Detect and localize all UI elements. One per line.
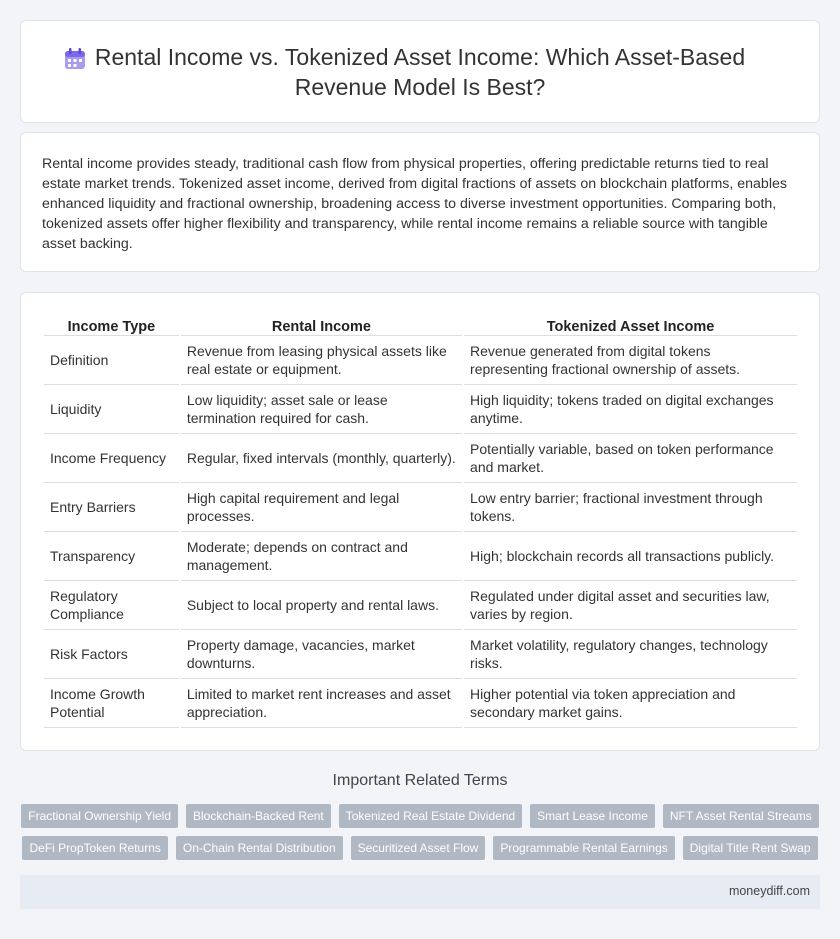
row-label: Transparency (44, 532, 179, 581)
related-term-tag[interactable]: DeFi PropToken Returns (22, 836, 167, 860)
table-row (44, 679, 797, 728)
row-label: Liquidity (44, 385, 179, 434)
tokenized-cell: High liquidity; tokens traded on digital exchanges anytime. (464, 385, 797, 434)
rental-cell: Moderate; depends on contract and management. (181, 532, 462, 581)
rental-cell: Subject to local property and rental laws. (181, 581, 462, 630)
title-card (20, 20, 820, 123)
footer-bar (20, 875, 820, 909)
related-terms-list (20, 804, 820, 860)
rental-cell: Property damage, vacancies, market downturns. (181, 630, 462, 679)
table-header-row (44, 314, 797, 336)
table-row (44, 336, 797, 385)
table-row (44, 581, 797, 630)
row-label: Definition (44, 336, 179, 385)
row-label: Income Growth Potential (44, 679, 179, 728)
rental-cell: High capital requirement and legal processes. (181, 483, 462, 532)
page-title: Rental Income vs. Tokenized Asset Income: Which Asset-Based Revenue Model Is Best? (94, 43, 746, 100)
intro-paragraph: Rental income provides steady, traditional cash flow from physical properties, offering predictable returns tied to real estate market trends. Tokenized asset income, derived from digital fractions of assets on blockchain platforms, enables enhanced liquidity and fractional ownership, broadening access to diverse investment opportunities. Comparing both, tokenized assets offer higher flexibility and transparency, while rental income remains a reliable source with tangible asset backing. (42, 156, 787, 252)
rental-cell: Revenue from leasing physical assets like real estate or equipment. (181, 336, 462, 385)
related-term-tag[interactable]: Smart Lease Income (530, 804, 655, 828)
tokenized-cell: Market volatility, regulatory changes, technology risks. (464, 630, 797, 679)
tokenized-cell: Revenue generated from digital tokens representing fractional ownership of assets. (464, 336, 797, 385)
table-row (44, 385, 797, 434)
table-row (44, 532, 797, 581)
rental-cell: Limited to market rent increases and asset appreciation. (181, 679, 462, 728)
site-name[interactable]: moneydiff.com (728, 884, 810, 898)
related-term-tag[interactable]: Securitized Asset Flow (351, 836, 486, 860)
row-label: Risk Factors (44, 630, 179, 679)
table-row (44, 483, 797, 532)
intro-card (20, 132, 820, 272)
related-terms-heading: Important Related Terms (332, 772, 508, 789)
column-header-tokenized-income: Tokenized Asset Income (464, 314, 797, 336)
related-term-tag[interactable]: Digital Title Rent Swap (683, 836, 818, 860)
related-term-tag[interactable]: On-Chain Rental Distribution (176, 836, 343, 860)
rental-cell: Regular, fixed intervals (monthly, quarterly). (181, 434, 462, 483)
tokenized-cell: Potentially variable, based on token performance and market. (464, 434, 797, 483)
rental-cell: Low liquidity; asset sale or lease termination required for cash. (181, 385, 462, 434)
column-header-rental-income: Rental Income (181, 314, 462, 336)
row-label: Entry Barriers (44, 483, 179, 532)
table-row (44, 630, 797, 679)
related-term-tag[interactable]: Tokenized Real Estate Dividend (339, 804, 522, 828)
tokenized-cell: Low entry barrier; fractional investment through tokens. (464, 483, 797, 532)
related-term-tag[interactable]: Fractional Ownership Yield (21, 804, 178, 828)
tokenized-cell: High; blockchain records all transactions publicly. (464, 532, 797, 581)
column-header-income-type: Income Type (44, 314, 179, 336)
table-row (44, 434, 797, 483)
related-term-tag[interactable]: NFT Asset Rental Streams (663, 804, 819, 828)
comparison-card (20, 292, 820, 751)
related-term-tag[interactable]: Programmable Rental Earnings (493, 836, 674, 860)
row-label: Income Frequency (44, 434, 179, 483)
related-term-tag[interactable]: Blockchain-Backed Rent (186, 804, 331, 828)
row-label: Regulatory Compliance (44, 581, 179, 630)
tokenized-cell: Higher potential via token appreciation and secondary market gains. (464, 679, 797, 728)
comparison-table (42, 314, 799, 728)
tokenized-cell: Regulated under digital asset and securities law, varies by region. (464, 581, 797, 630)
